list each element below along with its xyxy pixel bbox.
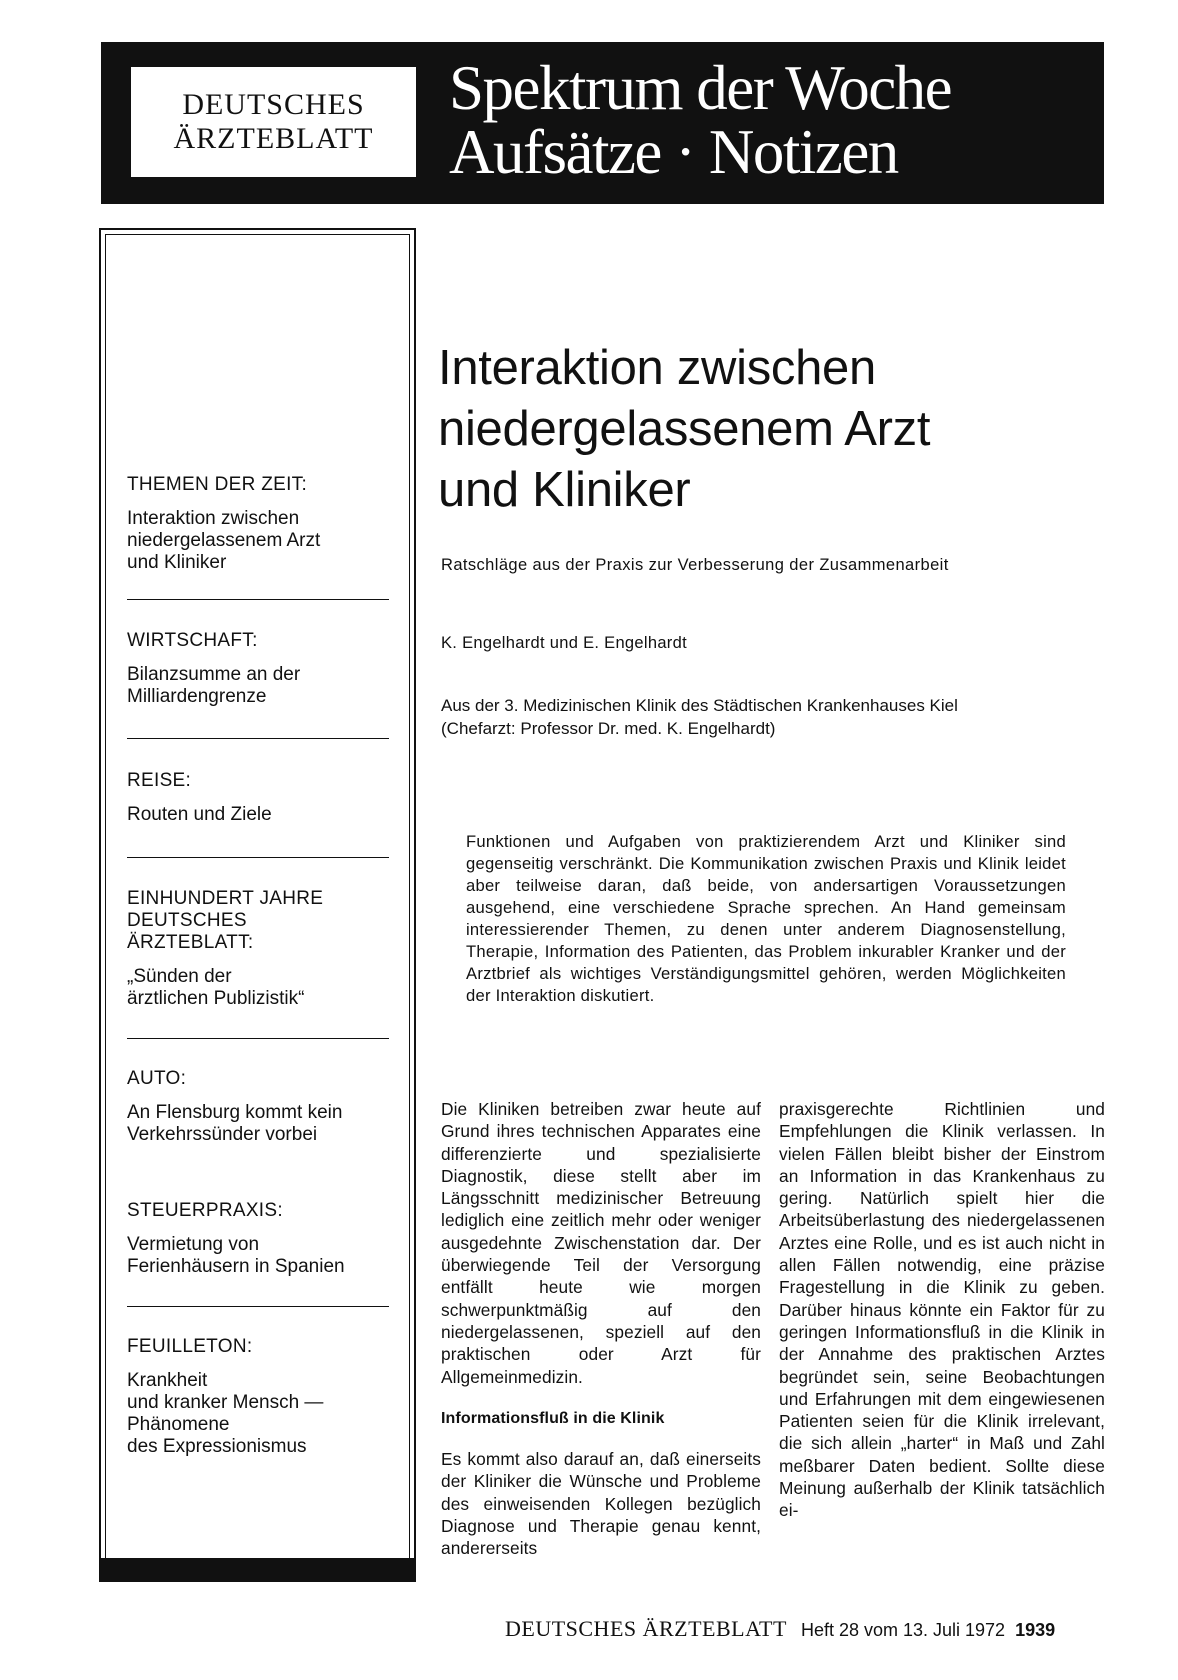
toc-section-reise[interactable] (127, 770, 397, 826)
toc-item: Interaktion zwischen (127, 508, 300, 529)
toc-heading: REISE: (127, 770, 192, 791)
affiliation-line: (Chefarzt: Professor Dr. med. K. Engelhardt) (441, 719, 776, 738)
affiliation-line: Aus der 3. Medizinischen Klinik des Städtischen Krankenhauses Kiel (441, 696, 958, 715)
toc-divider (127, 599, 389, 600)
toc-heading: STEUERPRAXIS: (127, 1200, 283, 1221)
magazine-logo (131, 67, 416, 177)
toc-divider (127, 738, 389, 739)
toc-heading: FEUILLETON: (127, 1336, 253, 1357)
toc-heading (127, 888, 397, 954)
toc-item: Routen und Ziele (127, 804, 272, 825)
toc-item: Krankheit (127, 1370, 208, 1391)
toc-section-jubilaeum[interactable] (127, 888, 397, 1010)
article-title-line: Interaktion zwischen (438, 341, 876, 395)
page-number: 1939 (1015, 1620, 1056, 1640)
section-title (449, 53, 952, 187)
toc-heading: THEMEN DER ZEIT: (127, 474, 308, 495)
logo-line-1: DEUTSCHES (182, 88, 365, 121)
toc-divider (127, 1038, 389, 1039)
toc-item: An Flensburg kommt kein (127, 1102, 343, 1123)
toc-section-themen[interactable] (127, 474, 397, 574)
toc-item: niedergelassenem Arzt (127, 530, 321, 551)
toc-item: des Expressionismus (127, 1436, 307, 1457)
toc-item: und Kliniker (127, 552, 227, 573)
toc-divider (127, 1306, 389, 1307)
article-title-line: und Kliniker (438, 463, 691, 517)
toc-item: Verkehrssünder vorbei (127, 1124, 318, 1145)
toc-item: Bilanzsumme an der (127, 664, 301, 685)
toc-divider (127, 857, 389, 858)
section-title-line-2: Aufsätze · Notizen (449, 117, 898, 187)
toc-item: ärztlichen Publizistik“ (127, 988, 305, 1009)
toc-heading: WIRTSCHAFT: (127, 630, 258, 651)
article-subtitle: Ratschläge aus der Praxis zur Verbesserung der Zusammenarbeit (441, 556, 949, 574)
article-authors: K. Engelhardt und E. Engelhardt (441, 634, 687, 652)
toc-item: Milliardengrenze (127, 686, 267, 707)
footer-issue: Heft 28 vom 13. Juli 1972 (800, 1620, 1006, 1640)
toc-item: Vermietung von (127, 1234, 260, 1255)
body-column-right (779, 1098, 1105, 1522)
article-title-line: niedergelassenem Arzt (438, 402, 931, 456)
toc-item: Phänomene (127, 1414, 230, 1435)
section-subheading: Informationsfluß in die Klinik (441, 1409, 665, 1427)
toc-item: Ferienhäusern in Spanien (127, 1256, 345, 1277)
toc-heading-line: DEUTSCHES (127, 910, 247, 931)
body-paragraph: Es kommt also darauf an, daß einerseits der Kliniker die Wünsche und Probleme des einweisenden Kollegen bezüglich Diagnose und Therapie genau kennt, andererseits (441, 1449, 761, 1559)
article-affiliation (441, 694, 958, 740)
sidebar-footer-bar (99, 1558, 416, 1582)
body-paragraph: praxisgerechte Richtlinien und Empfehlungen die Klinik verlassen. In vielen Fällen bleibt bisher der Einstrom an Information in das Krankenhaus zu gering. Natürlich spielt hier die Arbeitsüberlastung des niedergelassenen Arztes eine Rolle, und es ist auch nicht in allen Fällen notwendig, eine präzise Fragestellung in die Klinik zu geben. Darüber hinaus könnte ein Faktor für zu geringen Informationsfluß in die Klinik in der Annahme des praktischen Arztes begründet sein, seine Beobachtungen und Erfahrungen mit dem eingewiesenen Patienten seien für die Klinik irrelevant, die sich allein „harter“ in Maß und Zahl meßbarer Daten bedient. Sollte diese Meinung außerhalb der Klinik tatsächlich ei- (779, 1099, 1105, 1521)
toc-heading: AUTO: (127, 1068, 187, 1089)
section-title-line-1: Spektrum der Woche (449, 53, 952, 123)
article-title (438, 338, 1038, 521)
toc-heading-line: ÄRZTEBLATT: (127, 932, 254, 953)
body-paragraph: Die Kliniken betreiben zwar heute auf Grund ihres technischen Apparates eine differenzierte und spezialisierte Diagnostik, diese stellt aber im Längsschnitt medizinischer Betreuung lediglich eine zeitlich mehr oder weniger ausgedehnte Zwischenstation dar. Der überwiegende Teil der Versorgung entfällt heute wie morgen schwerpunktmäßig auf den niedergelassenen, speziell auf den praktischen oder Arzt für Allgemeinmedizin. (441, 1099, 761, 1387)
logo-line-2: ÄRZTEBLATT (173, 122, 374, 155)
article-abstract: Funktionen und Aufgaben von praktizierendem Arzt und Kliniker sind gegenseitig verschränkt. Die Kommunikation zwischen Praxis und Klinik leidet aber teilweise daran, daß beide, von andersartigen Voraussetzungen ausgehend, eine verschiedene Sprache sprechen. An Hand gemeinsam interessierender Themen, zu denen unter anderem Diagnosenstellung, Therapie, Information des Patienten, das Problem inkurabler Kranker und der Arztbrief als wichtiges Verständigungsmittel gehören, werden Möglichkeiten der Interaktion diskutiert. (466, 832, 1066, 1005)
toc-item: „Sünden der (127, 966, 232, 987)
toc-section-auto[interactable] (127, 1068, 397, 1146)
toc-section-wirtschaft[interactable] (127, 630, 397, 708)
toc-item: und kranker Mensch — (127, 1392, 324, 1413)
toc-heading-line: EINHUNDERT JAHRE (127, 888, 324, 909)
toc-section-feuilleton[interactable] (127, 1336, 397, 1458)
page-footer (505, 1616, 1055, 1642)
body-column-left (441, 1098, 761, 1560)
footer-magazine-name: DEUTSCHES ÄRZTEBLATT (505, 1616, 787, 1641)
toc-section-steuerpraxis[interactable] (127, 1200, 397, 1278)
masthead-banner (101, 42, 1104, 204)
